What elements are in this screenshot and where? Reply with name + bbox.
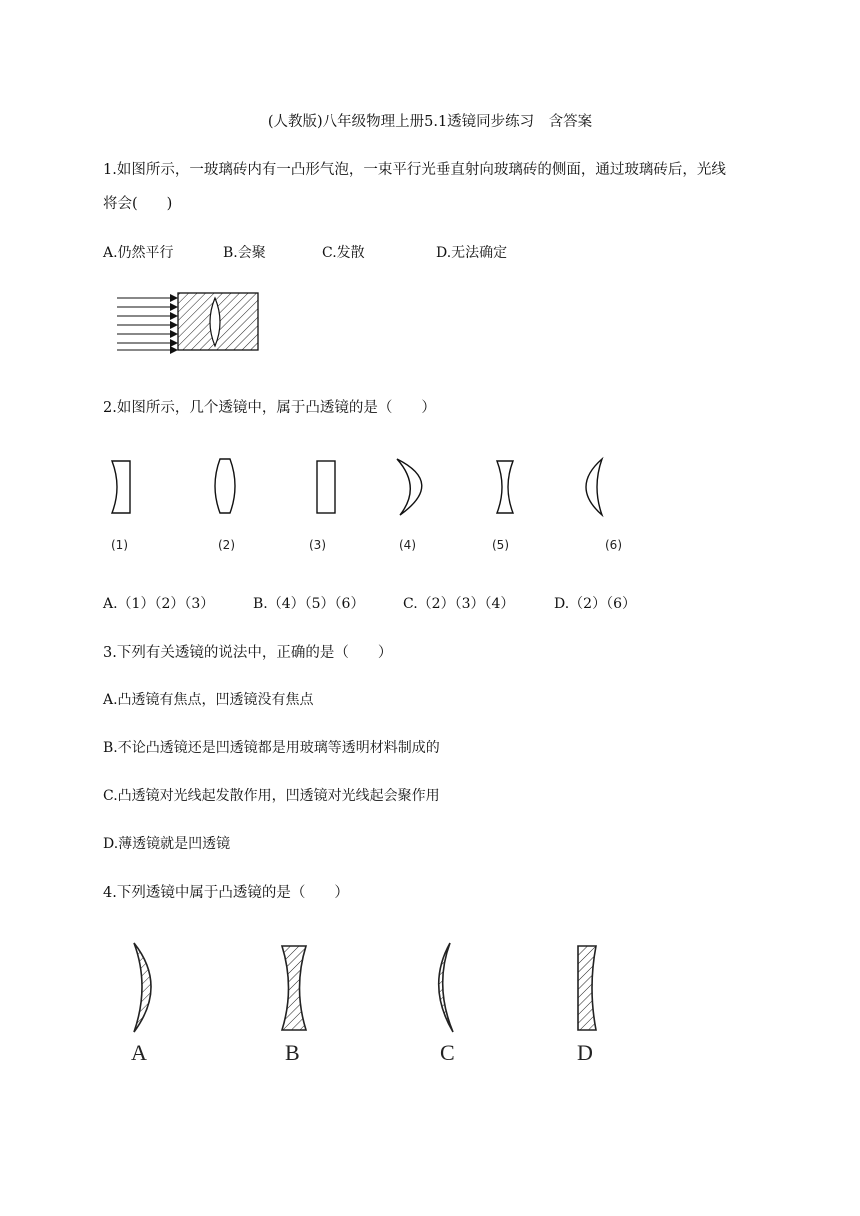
q3-option-c: C.凸透镜对光线起发散作用，凹透镜对光线起会聚作用 [103,788,440,804]
q1-option-b: B.会聚 [223,245,266,261]
q2-lens-label-6: (6) [605,538,622,552]
q2-lens-label-5: (5) [492,538,509,552]
q1-glass-brick-figure [115,290,265,355]
q2-lens-label-3: (3) [309,538,326,552]
q3-option-b: B.不论凸透镜还是凹透镜都是用玻璃等透明材料制成的 [103,740,440,756]
q2-answer-d: D.（2）（6） [554,596,636,612]
q2-lens-figures [100,455,660,520]
q1-stem-line1: 1.如图所示，一玻璃砖内有一凸形气泡，一束平行光垂直射向玻璃砖的侧面，通过玻璃砖后，光线 [103,162,726,178]
page-title: (人教版)八年级物理上册5.1透镜同步练习 含答案 [267,114,593,130]
q2-answer-b: B.（4）（5）（6） [253,596,365,612]
q2-lens-label-4: (4) [399,538,416,552]
q1-option-d: D.无法确定 [436,245,508,261]
lens-2-icon [215,459,235,513]
q3-option-d: D.薄透镜就是凹透镜 [103,836,231,852]
lens-4-icon [397,459,422,515]
q4-lens-label-c: C [440,1040,455,1065]
q2-lens-label-1: (1) [111,538,128,552]
q3-option-a: A.凸透镜有焦点，凹透镜没有焦点 [103,692,314,708]
q4-lens-label-d: D [577,1040,593,1065]
q2-stem: 2.如图所示，几个透镜中，属于凸透镜的是（ ） [103,400,436,416]
q4-lens-figures [120,938,620,1038]
q4-lens-label-b: B [285,1040,300,1065]
q1-option-a: A.仍然平行 [103,245,174,261]
lens-c-icon [439,943,453,1032]
q4-stem: 4.下列透镜中属于凸透镜的是（ ） [103,885,349,901]
q2-lens-label-2: (2) [218,538,235,552]
q3-stem: 3.下列有关透镜的说法中，正确的是（ ） [103,645,393,661]
lens-5-icon [497,461,513,513]
q2-answer-a: A.（1）（2）（3） [103,596,215,612]
q1-stem-line2: 将会( ) [103,196,173,212]
lens-b-icon [282,946,306,1030]
lens-1-icon [112,461,130,513]
lens-d-icon [578,946,596,1030]
lens-6-icon [586,459,602,515]
q4-lens-label-a: A [131,1040,147,1065]
q2-answer-c: C.（2）（3）（4） [403,596,515,612]
q1-option-c: C.发散 [322,245,365,261]
lens-3-icon [317,461,335,513]
lens-a-icon [134,943,151,1032]
